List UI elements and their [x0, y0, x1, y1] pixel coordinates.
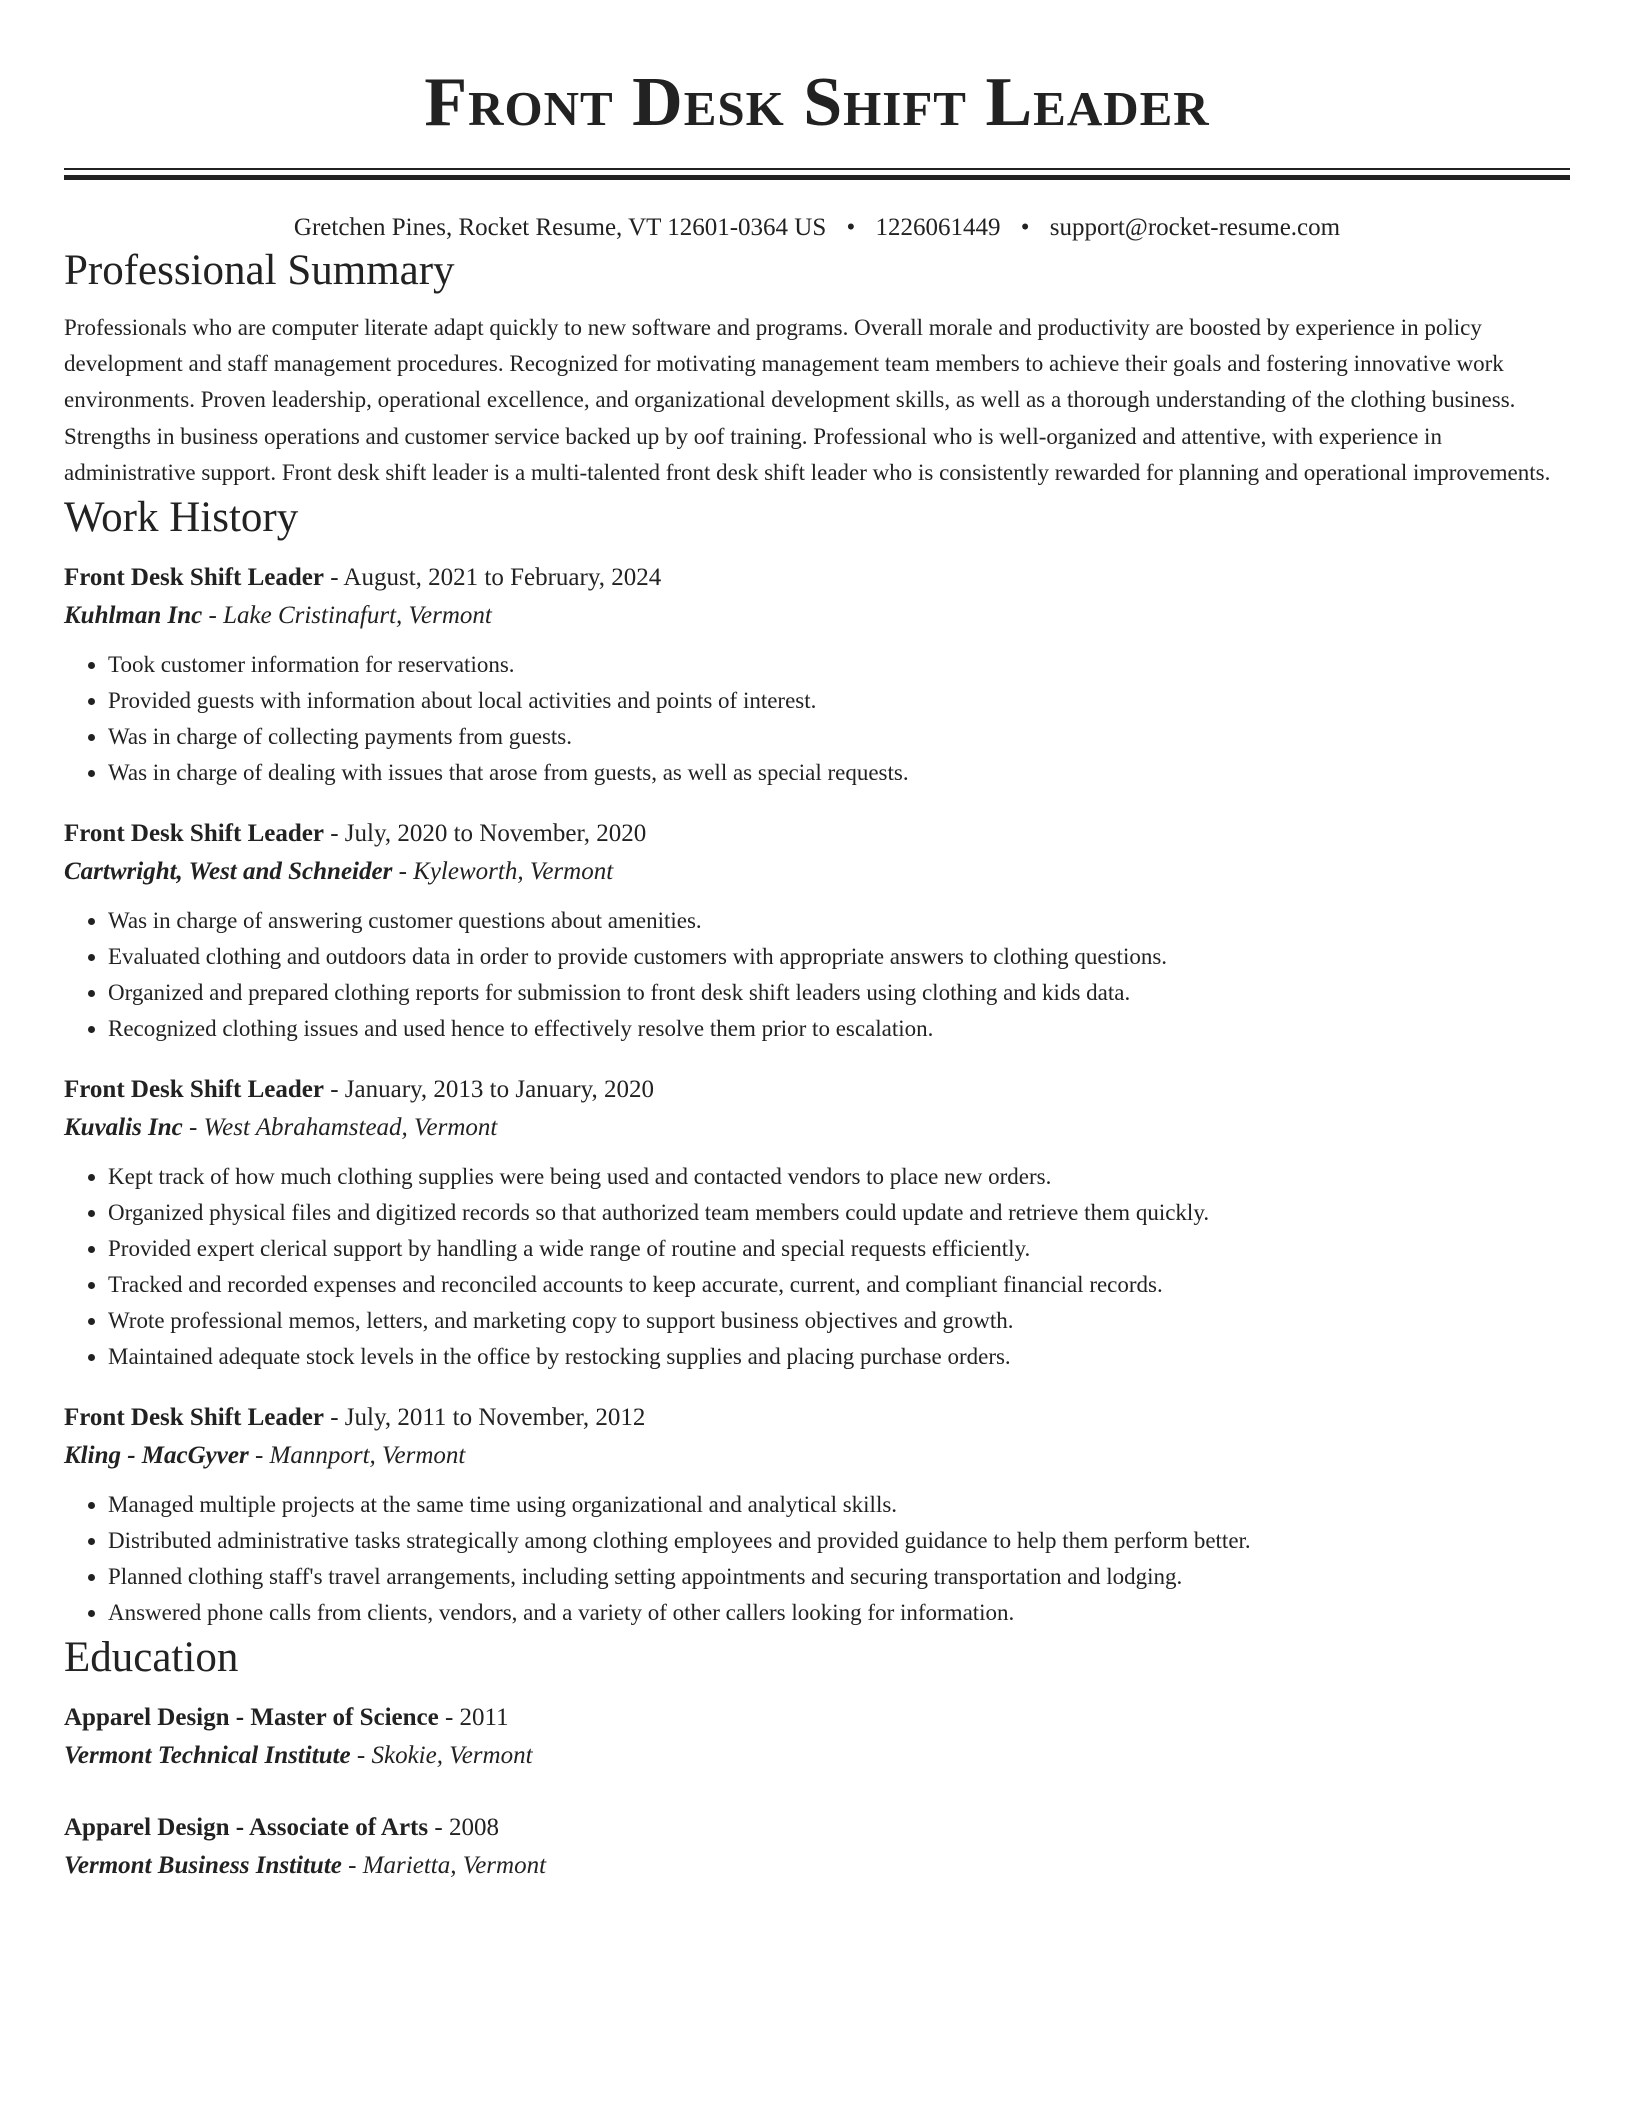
job-bullet: • Recognized clothing issues and used hence to effectively resolve them prior to escalation.: [108, 1011, 1570, 1047]
resume-title: Front Desk Shift Leader: [424, 64, 1210, 141]
employer-name: Cartwright, West and Schneider: [64, 858, 393, 886]
education-heading: Education: [64, 1634, 239, 1682]
job-bullet: • Kept track of how much clothing supplies were being used and contacted vendors to place new orders.: [108, 1159, 1570, 1195]
contact-address: Gretchen Pines, Rocket Resume, VT 12601-0364 US: [293, 214, 827, 241]
job-dash: -: [323, 1404, 345, 1432]
education-list: [64, 1699, 1570, 1885]
job-bullet: • Planned clothing staff's travel arrangements, including setting appointments and securing transportation and lodging.: [108, 1559, 1570, 1595]
education-entry: [64, 1699, 1570, 1775]
job-dash: -: [323, 1076, 345, 1104]
employer-location: Kyleworth, Vermont: [413, 858, 614, 886]
job-bullet: • Wrote professional memos, letters, and marketing copy to support business objectives and growth.: [108, 1303, 1570, 1339]
job-title: Front Desk Shift Leader: [64, 820, 324, 848]
resume-page: [64, 0, 1570, 1885]
degree-year: 2011: [459, 1704, 509, 1732]
employer-dash: -: [202, 602, 224, 630]
school-location: Skokie, Vermont: [371, 1742, 533, 1770]
job-title-line: [64, 559, 1570, 597]
degree-name: Apparel Design - Associate of Arts: [64, 1814, 429, 1842]
job-list: [64, 559, 1570, 1631]
degree-name: Apparel Design - Master of Science: [64, 1704, 439, 1732]
contact-line: [64, 212, 1570, 244]
job-bullet: • Was in charge of answering customer questions about amenities.: [108, 903, 1570, 939]
job-bullet-list: [64, 647, 1570, 791]
job-dates: July, 2011 to November, 2012: [344, 1404, 646, 1432]
job-entry: [64, 815, 1570, 1047]
job-title: Front Desk Shift Leader: [64, 1076, 324, 1104]
job-title-line: [64, 1399, 1570, 1437]
job-bullet-list: [64, 903, 1570, 1047]
job-title: Front Desk Shift Leader: [64, 564, 324, 592]
employer-line: [64, 597, 1570, 635]
contact-separator: •: [846, 214, 856, 241]
employer-name: Kuhlman Inc: [64, 602, 203, 630]
employer-location: Mannport, Vermont: [269, 1442, 466, 1470]
job-bullet: • Managed multiple projects at the same time using organizational and analytical skills.: [108, 1487, 1570, 1523]
work-history-heading: Work History: [64, 494, 299, 542]
job-dates: August, 2021 to February, 2024: [343, 564, 662, 592]
job-bullet: • Organized physical files and digitized records so that authorized team members could update and retrieve them quickly.: [108, 1195, 1570, 1231]
contact-email: support@rocket-resume.com: [1049, 214, 1341, 241]
job-bullet: • Provided guests with information about local activities and points of interest.: [108, 683, 1570, 719]
education-entry: [64, 1809, 1570, 1885]
degree-dash: -: [438, 1704, 460, 1732]
job-entry: [64, 1071, 1570, 1375]
job-title-line: [64, 815, 1570, 853]
contact-separator: •: [1020, 214, 1030, 241]
degree-dash: -: [428, 1814, 449, 1842]
job-dash: -: [323, 820, 345, 848]
job-bullet: • Tracked and recorded expenses and reconciled accounts to keep accurate, current, and compliant financial records.: [108, 1267, 1570, 1303]
contact-phone: 1226061449: [875, 214, 1001, 241]
title-divider-thin: [64, 168, 1570, 170]
job-bullet: • Organized and prepared clothing reports for submission to front desk shift leaders using clothing and kids data.: [108, 975, 1570, 1011]
school-name: Vermont Technical Institute: [64, 1742, 351, 1770]
school-name: Vermont Business Institute: [64, 1852, 342, 1880]
job-dash: -: [323, 564, 344, 592]
job-bullet-list: [64, 1487, 1570, 1631]
job-bullet: • Maintained adequate stock levels in the office by restocking supplies and placing purchase orders.: [108, 1339, 1570, 1375]
job-bullet: • Took customer information for reservations.: [108, 647, 1570, 683]
school-line: [64, 1847, 1570, 1885]
summary-text: Professionals who are computer literate adapt quickly to new software and programs. Overall morale and productivity are boosted by experience in policy development and staff management procedures. Recognized for motivating management team members to achieve their goals and fostering innovative work environments. Proven leadership, operational excellence, and organizational development skills, as well as a thorough understanding of the clothing business. Strengths in business operations and customer service backed up by oof training. Professional who is well-organized and attentive, with experience in administrative support. Front desk shift leader is a multi-talented front desk shift leader who is consistently rewarded for planning and operational improvements.: [64, 315, 1551, 485]
job-title-line: [64, 1071, 1570, 1109]
job-bullet: • Was in charge of dealing with issues that arose from guests, as well as special requests.: [108, 755, 1570, 791]
employer-line: [64, 1437, 1570, 1475]
job-bullet: • Answered phone calls from clients, vendors, and a variety of other callers looking for information.: [108, 1595, 1570, 1631]
school-location: Marietta, Vermont: [362, 1852, 547, 1880]
job-bullet: • Provided expert clerical support by handling a wide range of routine and special requests efficiently.: [108, 1231, 1570, 1267]
degree-line: [64, 1699, 1570, 1737]
employer-name: Kuvalis Inc: [64, 1114, 183, 1142]
job-entry: [64, 1399, 1570, 1631]
school-line: [64, 1737, 1570, 1775]
summary-heading: Professional Summary: [64, 247, 455, 294]
job-bullet: • Evaluated clothing and outdoors data in order to provide customers with appropriate answers to clothing questions.: [108, 939, 1570, 975]
job-bullet-list: [64, 1159, 1570, 1375]
employer-line: [64, 853, 1570, 891]
job-dates: July, 2020 to November, 2020: [344, 820, 647, 848]
job-dates: January, 2013 to January, 2020: [344, 1076, 654, 1104]
employer-dash: -: [392, 858, 414, 886]
employer-location: West Abrahamstead, Vermont: [203, 1114, 498, 1142]
title-divider-thick: [64, 175, 1570, 180]
degree-year: 2008: [448, 1814, 499, 1842]
job-bullet: • Was in charge of collecting payments from guests.: [108, 719, 1570, 755]
employer-dash: -: [182, 1114, 204, 1142]
degree-line: [64, 1809, 1570, 1847]
employer-dash: -: [248, 1442, 270, 1470]
job-bullet: • Distributed administrative tasks strategically among clothing employees and provided guidance to help them perform better.: [108, 1523, 1570, 1559]
employer-location: Lake Cristinafurt, Vermont: [223, 602, 492, 630]
school-dash: -: [341, 1852, 363, 1880]
job-entry: [64, 559, 1570, 791]
job-title: Front Desk Shift Leader: [64, 1404, 324, 1432]
employer-name: Kling - MacGyver: [64, 1442, 249, 1470]
school-dash: -: [350, 1742, 372, 1770]
employer-line: [64, 1109, 1570, 1147]
